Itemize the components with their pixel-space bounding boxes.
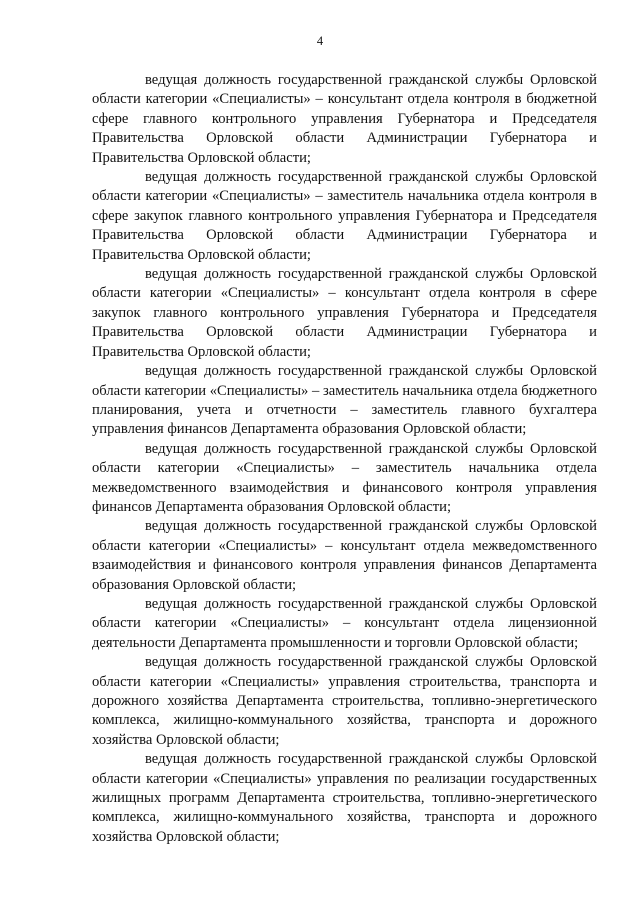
- paragraph: ведущая должность государственной гражданской службы Орловской области категории «Специалисты» – заместитель начальника отдела межведомственного взаимодействия и финансового контроля управления финансов Департамента образования Орловской области;: [92, 440, 597, 515]
- paragraph: ведущая должность государственной гражданской службы Орловской области категории «Специалисты» управления по реализации государственных жилищных программ Департамента строительства, топливно-энергетического комплекса, жилищно-коммунального хозяйства, транспорта и дорожного хозяйства Орловской области;: [92, 751, 597, 845]
- paragraph: ведущая должность государственной гражданской службы Орловской области категории «Специалисты» – консультант отдела контроля в сфере закупок главного контрольного управления Губернатора и Председателя Правительства Орловской области Администрации Губернатора и Правительства Орловской области;: [92, 266, 597, 360]
- paragraph: ведущая должность государственной гражданской службы Орловской области категории «Специалисты» – консультант отдела межведомственного взаимодействия и финансового контроля управления финансов Департамента образования Орловской области;: [92, 518, 597, 593]
- paragraph: ведущая должность государственной гражданской службы Орловской области категории «Специалисты» – заместитель начальника отдела контроля в сфере закупок главного контрольного управления Губернатора и Председателя Правительства Орловской области Администрации Губернатора и Правительства Орловской области;: [92, 169, 597, 263]
- paragraph: ведущая должность государственной гражданской службы Орловской области категории «Специалисты» – заместитель начальника отдела бюджетного планирования, учета и отчетности – заместитель главного бухгалтера управления финансов Департамента образования Орловской области;: [92, 363, 597, 438]
- paragraph: ведущая должность государственной гражданской службы Орловской области категории «Специалисты» управления строительства, транспорта и дорожного хозяйства Департамента строительства, топливно-энергетического комплекса, жилищно-коммунального хозяйства, транспорта и дорожного хозяйства Орловской области;: [92, 654, 597, 748]
- paragraph: ведущая должность государственной гражданской службы Орловской области категории «Специалисты» – консультант отдела контроля в бюджетной сфере главного контрольного управления Губернатора и Председателя Правительства Орловской области Администрации Губернатора и Правительства Орловской области;: [92, 72, 597, 166]
- paragraph: ведущая должность государственной гражданской службы Орловской области категории «Специалисты» – консультант отдела лицензионной деятельности Департамента промышленности и торговли Орловской области;: [92, 595, 597, 651]
- document-body: [92, 71, 597, 847]
- page-number: 4: [316, 34, 324, 48]
